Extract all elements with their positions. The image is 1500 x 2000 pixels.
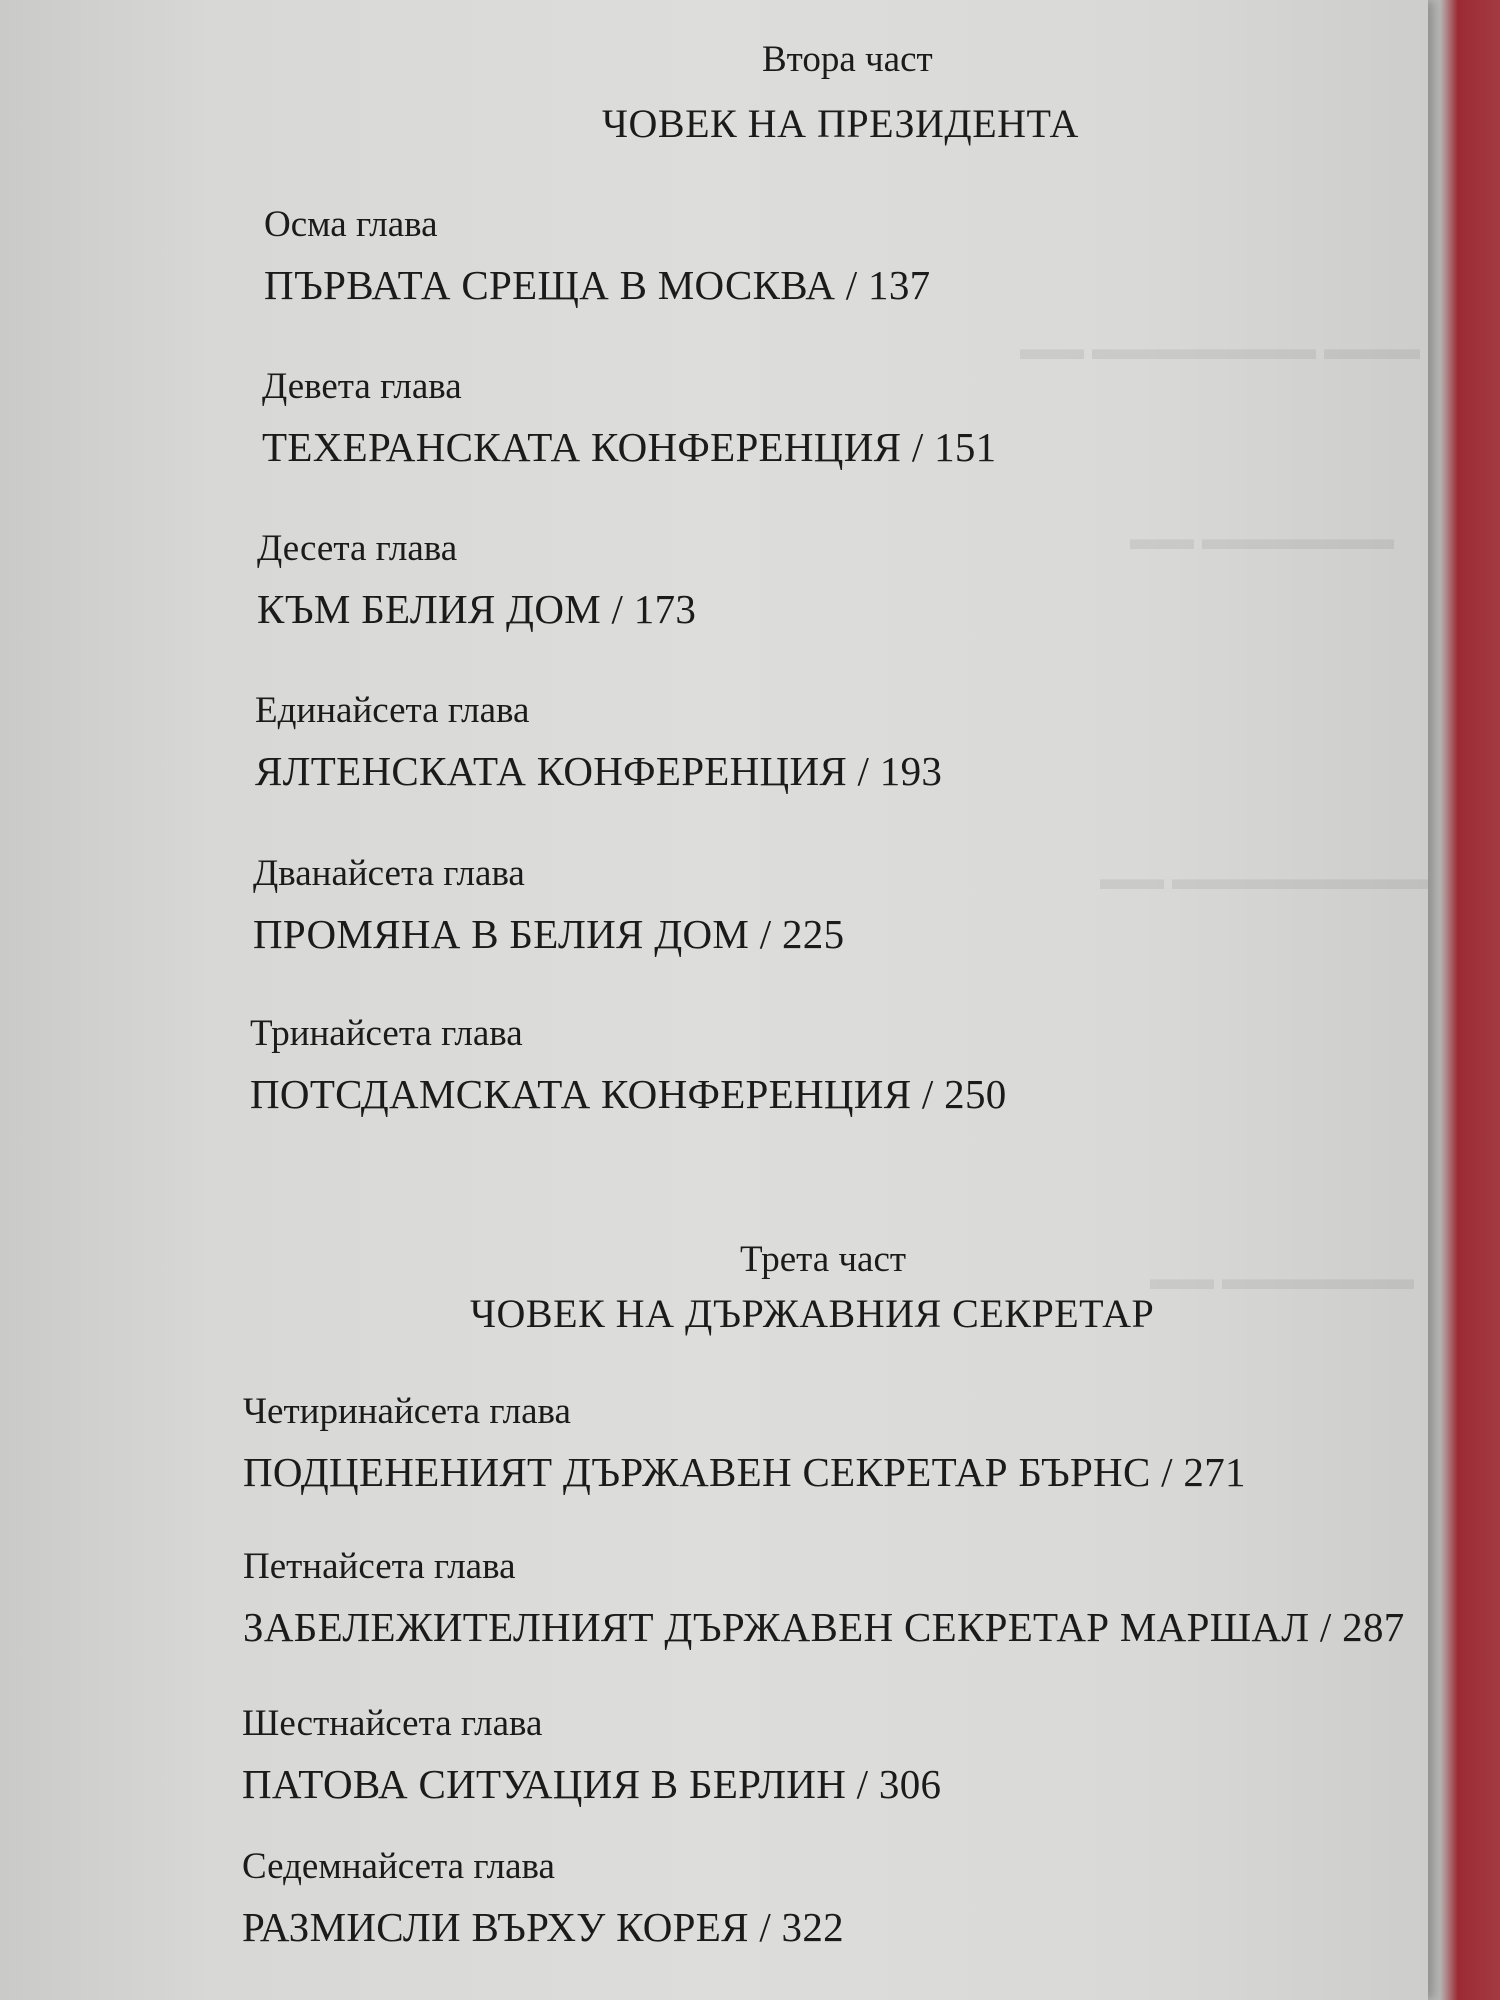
part-title: ЧОВЕК НА ПРЕЗИДЕНТА [602,101,1079,146]
chapter-title: ПАТОВА СИТУАЦИЯ В БЕРЛИН / 306 [242,1761,942,1807]
chapter-title: КЪМ БЕЛИЯ ДОМ / 173 [257,586,697,632]
bleed-through-text: ▬▬▬ ▬▬▬▬▬▬▬ ▬▬ [1020,330,1420,366]
chapter-title: ПРОМЯНА В БЕЛИЯ ДОМ / 225 [253,911,845,957]
chapter-label: Шестнайсета глава [242,1703,543,1744]
chapter-label: Единайсета глава [255,690,530,731]
toc-entry [250,1015,1007,1115]
part-label: Трета част [740,1239,907,1280]
chapter-title: ЗАБЕЛЕЖИТЕЛНИЯТ ДЪРЖАВЕН СЕКРЕТАР МАРШАЛ / 287 [243,1604,1405,1650]
toc-entry [264,206,930,306]
bleed-through-text: ▬▬▬▬▬▬ ▬▬ [1150,1260,1414,1296]
chapter-label: Девета глава [262,366,462,407]
chapter-label: Четиринайсета глава [243,1391,571,1432]
chapter-label: Петнайсета глава [243,1546,516,1587]
chapter-title: ПЪРВАТА СРЕЩА В МОСКВА / 137 [264,262,931,308]
chapter-label: Тринайсета глава [250,1013,523,1054]
toc-entry [242,1848,844,1948]
toc-entry [257,530,696,630]
toc-entry [253,855,844,955]
toc-entry [243,1393,1246,1493]
bleed-through-text: ▬▬▬▬▬▬ ▬▬ [1130,520,1394,556]
chapter-label: Седемнайсета глава [242,1846,555,1887]
part-label: Втора част [762,39,933,80]
part-title: ЧОВЕК НА ДЪРЖАВНИЯ СЕКРЕТАР [470,1291,1155,1336]
chapter-title: ТЕХЕРАНСКАТА КОНФЕРЕНЦИЯ / 151 [262,424,997,470]
toc-entry [262,368,996,468]
chapter-label: Десета глава [257,528,458,569]
chapter-title: ПОТСДАМСКАТА КОНФЕРЕНЦИЯ / 250 [250,1071,1007,1117]
chapter-label: Дванайсета глава [253,853,525,894]
toc-entry [243,1548,1405,1648]
toc-entry [242,1705,941,1805]
chapter-title: ПОДЦЕНЕНИЯТ ДЪРЖАВЕН СЕКРЕТАР БЪРНС / 271 [243,1449,1246,1495]
chapter-title: ЯЛТЕНСКАТА КОНФЕРЕНЦИЯ / 193 [255,748,943,794]
chapter-title: РАЗМИСЛИ ВЪРХУ КОРЕЯ / 322 [242,1904,844,1950]
bleed-through-text: ▬▬▬▬▬▬▬▬ ▬▬ [1100,860,1428,896]
chapter-label: Осма глава [264,204,438,245]
toc-entry [255,692,942,792]
